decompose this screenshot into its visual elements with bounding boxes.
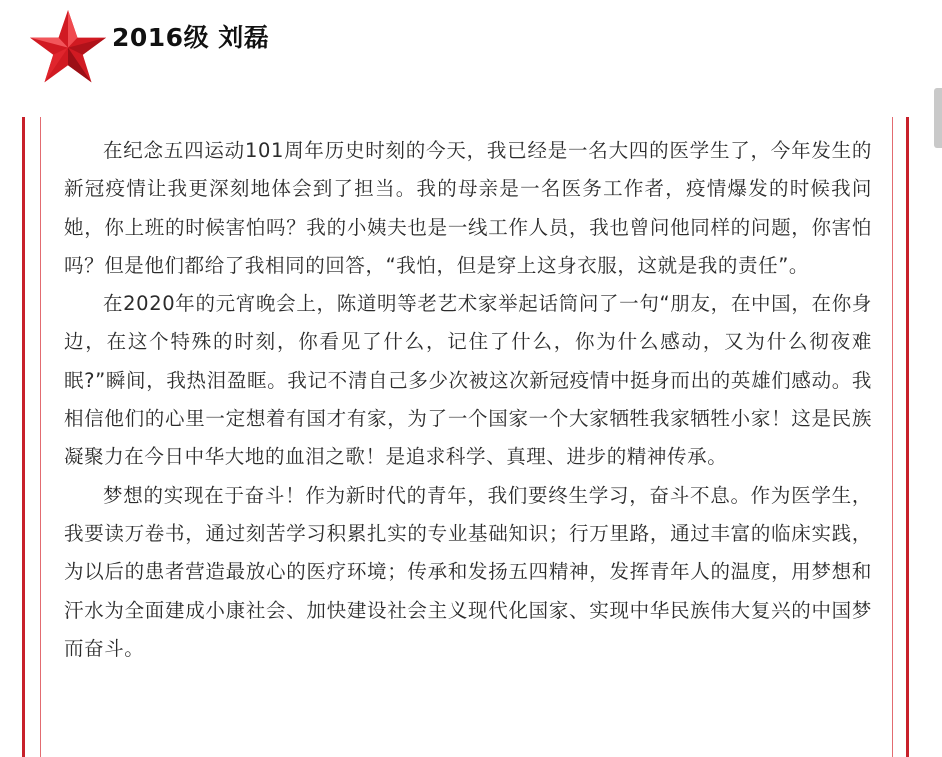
- frame-inner-line-left: [40, 117, 41, 757]
- scrollbar-thumb[interactable]: [934, 88, 942, 148]
- article-header: [0, 0, 942, 100]
- article-body: [64, 132, 872, 668]
- frame-inner-line-right: [892, 117, 893, 757]
- paragraph-2: 在2020年的元宵晚会上，陈道明等老艺术家举起话筒问了一句“朋友，在中国，在你身边，在这个特殊的时刻，你看见了什么，记住了什么，你为什么感动，又为什么彻夜难眠?”瞬间，我热泪盈眶。我记不清自己多少次被这次新冠疫情中挺身而出的英雄们感动。我相信他们的心里一定想着有国才有家，为了一个国家一个大家牺牲我家牺牲小家！这是民族凝聚力在今日中华大地的血泪之歌！是追求科学、真理、进步的精神传承。: [64, 292, 872, 469]
- frame-border-left: [22, 117, 25, 757]
- paragraph-3: 梦想的实现在于奋斗！作为新时代的青年，我们要终生学习，奋斗不息。作为医学生，我要读万卷书，通过刻苦学习积累扎实的专业基础知识；行万里路，通过丰富的临床实践，为以后的患者营造最放心的医疗环境；传承和发扬五四精神，发挥青年人的温度，用梦想和汗水为全面建成小康社会、加快建设社会主义现代化国家、实现中华民族伟大复兴的中国梦而奋斗。: [64, 483, 872, 660]
- frame-border-right: [906, 117, 909, 757]
- paragraph-1: 在纪念五四运动101周年历史时刻的今天，我已经是一名大四的医学生了，今年发生的新冠疫情让我更深刻地体会到了担当。我的母亲是一名医务工作者，疫情爆发的时候我问她，你上班的时候害怕吗？我的小姨夫也是一线工作人员，我也曾问他同样的问题，你害怕吗？但是他们都给了我相同的回答，“我怕，但是穿上这身衣服，这就是我的责任”。: [64, 139, 872, 277]
- red-star-icon: [28, 10, 108, 86]
- page-title: 2016级 刘磊: [112, 23, 270, 52]
